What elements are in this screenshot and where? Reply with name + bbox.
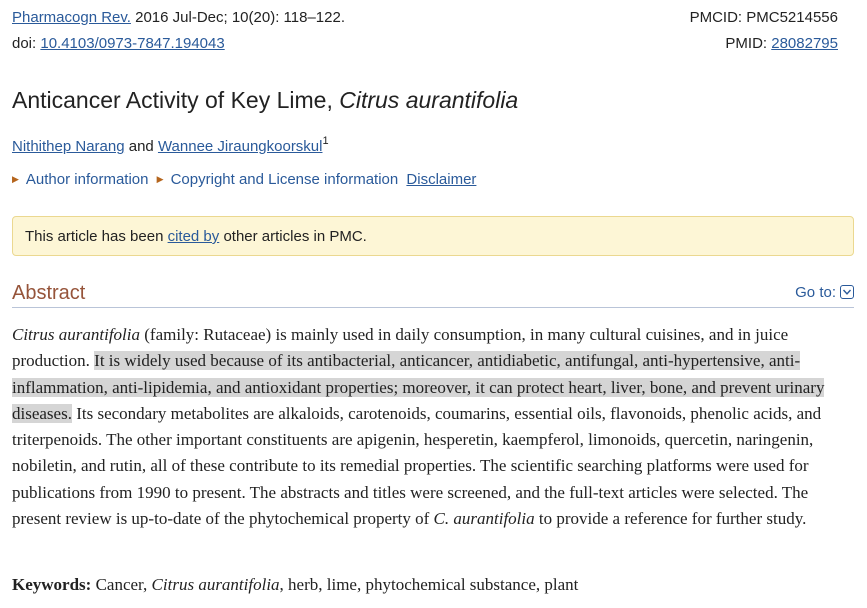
pmid-line — [725, 35, 838, 53]
cited-by-suffix: other articles in PMC. — [219, 228, 367, 245]
author-separator: and — [124, 138, 158, 155]
doi-link[interactable]: 10.4103/0973-7847.194043 — [40, 35, 225, 52]
species-name: Citrus aurantifolia — [12, 325, 140, 344]
author-information-toggle[interactable] — [12, 171, 149, 188]
cited-by-link[interactable]: cited by — [167, 228, 220, 245]
expand-triangle-icon: ▶ — [156, 174, 164, 184]
keyword-text: Cancer, — [91, 575, 152, 594]
keywords-line — [12, 574, 852, 596]
abstract-text-segment: to provide a reference for further study. — [534, 509, 807, 529]
pmid-link[interactable]: 28082795 — [771, 35, 838, 52]
goto-label: Go to: — [795, 284, 836, 301]
article-title — [12, 86, 518, 114]
journal-link[interactable]: Pharmacogn Rev. — [12, 9, 131, 26]
citation-line — [12, 9, 345, 27]
citation-row-1 — [12, 9, 838, 27]
keywords-label: Keywords: — [12, 575, 92, 594]
doi-label: doi: — [12, 35, 41, 52]
species-name: C. aurantifolia — [433, 509, 535, 529]
pmcid: PMCID: PMC5214556 — [689, 9, 838, 26]
affiliation-superscript: 1 — [322, 135, 329, 147]
highlighted-text-selection: It is widely used because of its antibacterial, anticancer, antidiabetic, antifungal, anti-hypertensive, anti-inflammation, anti-lipidemia, and antioxidant properties; moreover, it can protect heart, liver, bone, and prevent urinary diseases. — [12, 351, 825, 423]
author-link[interactable]: Wannee Jiraungkoorskul — [157, 138, 323, 155]
cited-by-notice — [12, 216, 854, 256]
article-info-links — [12, 171, 476, 190]
keyword-text: , herb, lime, phytochemical substance, plant — [279, 575, 579, 594]
abstract-text-segment: Its secondary metabolites are alkaloids, carotenoids, coumarins, essential oils, flavonoids, phenolic acids, and triterpenoids. The other important constituents are apigenin, hesperetin, kaempferol, limonoids, quercetin, naringenin, nobiletin, and rutin, all of these contribute to its remedial properties. The scientific searching platforms were used for publications from 1990 to present. The abstracts and titles were screened, and the full-text articles were selected. The present review is up-to-date of the phytochemical property of — [12, 403, 822, 529]
chevron-down-box-icon[interactable] — [840, 285, 854, 299]
pmid-label: PMID: — [725, 35, 772, 52]
citation-details: 2016 Jul-Dec; 10(20): 118–122. — [130, 9, 345, 26]
author-information-label: Author information — [25, 171, 149, 188]
abstract-body — [12, 322, 850, 532]
article-title-plain: Anticancer Activity of Key Lime, — [12, 87, 340, 113]
expand-triangle-icon: ▶ — [12, 174, 19, 184]
goto-menu[interactable] — [795, 284, 854, 302]
keyword-italic: Citrus aurantifolia — [151, 575, 280, 594]
article-title-italic: Citrus aurantifolia — [339, 87, 519, 113]
cited-by-prefix: This article has been — [25, 228, 168, 245]
disclaimer-link[interactable]: Disclaimer — [406, 171, 477, 188]
author-link[interactable]: Nithithep Narang — [12, 138, 125, 155]
author-list — [12, 133, 329, 156]
copyright-license-label: Copyright and License information — [170, 171, 399, 188]
copyright-license-toggle[interactable] — [157, 171, 399, 188]
citation-row-2 — [12, 35, 838, 53]
abstract-section-header — [12, 281, 854, 308]
doi-line — [12, 35, 225, 53]
abstract-text-segment: (family: Rutaceae) is mainly used in daily consumption, in many cultural cuisines, and in juice production. — [12, 325, 789, 371]
abstract-heading: Abstract — [12, 282, 86, 304]
